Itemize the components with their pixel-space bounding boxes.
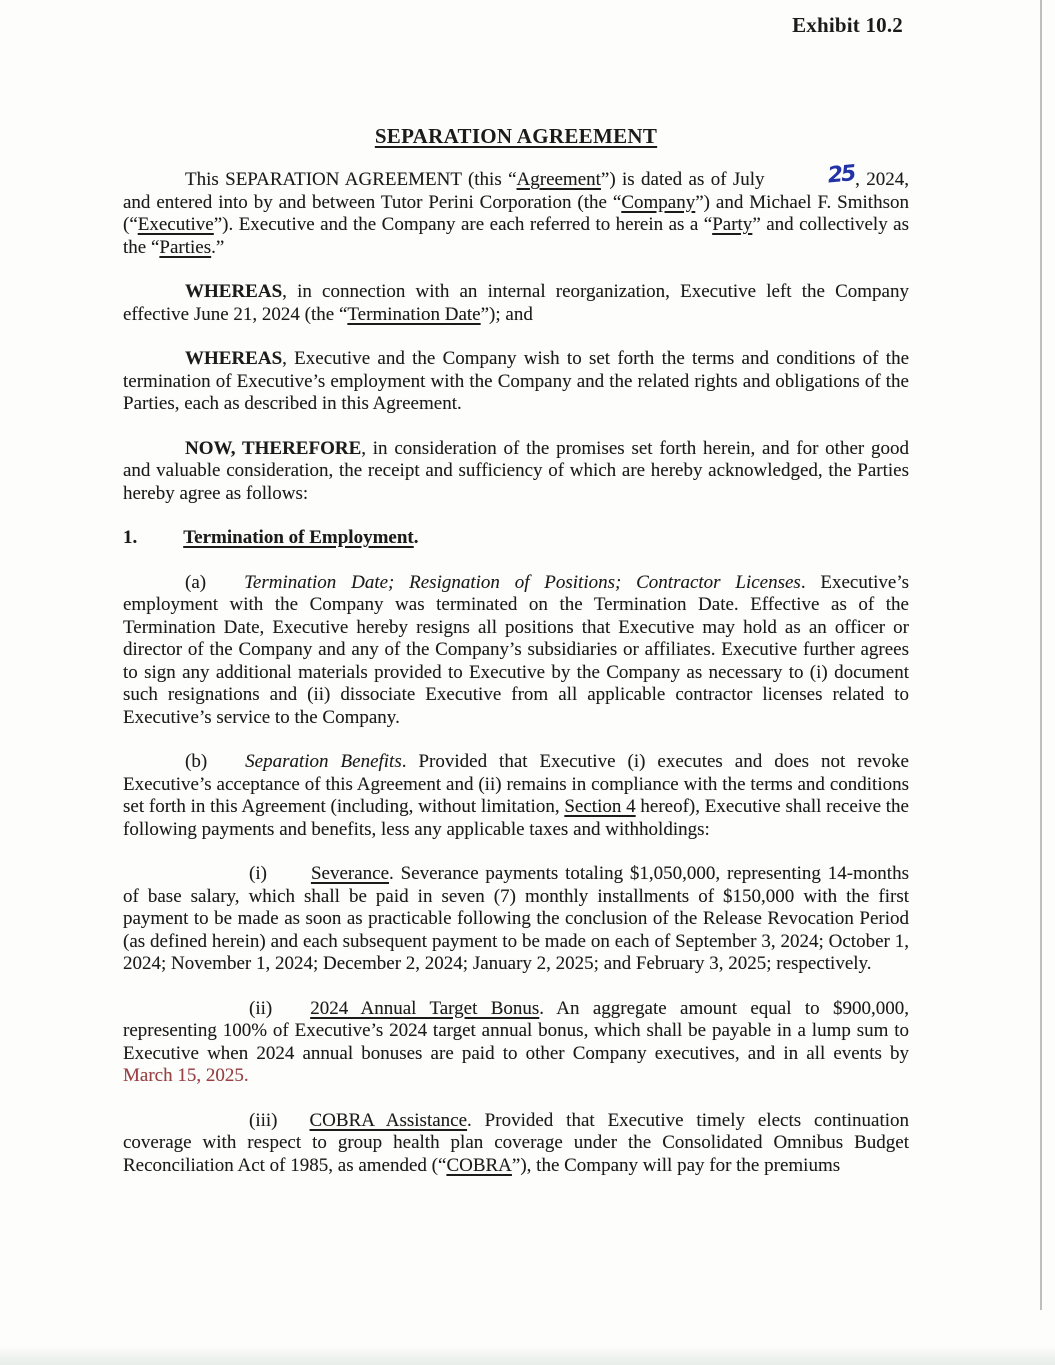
text-run: 1. xyxy=(123,527,138,548)
text-run: Termination of Employment xyxy=(183,527,414,548)
tab-space xyxy=(207,751,245,774)
text-run: This SEPARATION AGREEMENT (this “ xyxy=(185,169,517,190)
text-run: (a) xyxy=(185,571,207,593)
text-run: COBRA Assistance xyxy=(309,1109,468,1131)
text-run: (iii) xyxy=(249,1109,278,1131)
text-run: (ii) xyxy=(249,997,273,1019)
scan-artifact-edge-line xyxy=(1040,0,1042,1310)
item-ii-bonus-paragraph xyxy=(123,998,909,1088)
tab-space xyxy=(267,863,311,886)
whereas-paragraph-1 xyxy=(123,281,909,326)
text-run: WHEREAS xyxy=(185,281,283,302)
intro-paragraph xyxy=(123,161,910,259)
subsection-a-paragraph xyxy=(123,572,909,730)
tab-space xyxy=(272,998,310,1021)
text-run: . Provided that Executive (i) executes and does not revoke Executive’s acceptance of this Agreement and (ii) remains in compliance with the terms and conditions set forth in this Agreement (including, without limitation, xyxy=(123,751,909,817)
text-run: Executive xyxy=(137,214,214,235)
text-run: Agreement xyxy=(516,169,601,190)
handwritten-date-day: 25 xyxy=(826,161,855,189)
text-run: , Executive and the Company wish to set forth the terms and conditions of the termination of Executive’s employment with the Company and the related rights and obligations of the Parties, each as described in this Agreement. xyxy=(123,348,909,414)
text-run: Termination Date; Resignation of Positions; Contractor Licenses xyxy=(244,571,801,593)
bonus-deadline-date: March 15, 2025. xyxy=(123,1065,249,1086)
text-run: ”). Executive and the Company are each referred to herein as a “ xyxy=(213,214,713,235)
text-run: , in connection with an internal reorganization, Executive left the Company effective June 21, 2024 (the “ xyxy=(123,281,909,325)
text-run: . Severance payments totaling $1,050,000, representing 14-months of base salary, which shall be paid in seven (7) monthly installments of $150,000 with the first payment to be made as soon as practicable following the conclusion of the Release Revocation Period (as defined herein) and each subsequent payment to be made on each of September 3, 2024; October 1, 2024; November 1, 2024; December 2, 2024; January 2, 2025; and February 3, 2025; respectively. xyxy=(123,863,909,974)
text-run: .” xyxy=(211,236,225,258)
text-run: . Executive’s employment with the Company was terminated on the Termination Date. Effective as of the Termination Date, Executive hereby resigns all positions that Executive may hold as an officer or director of the Company and any of the Company’s subsidiaries or affiliates. Executive further agrees to sign any additional materials provided to Executive by the Company as necessary to (i) document such resignations and (ii) dissociate Executive from all applicable contractor licenses related to Executive’s service to the Company. xyxy=(123,571,909,728)
tab-space xyxy=(206,572,244,595)
text-run: (i) xyxy=(249,863,267,884)
exhibit-label: Exhibit 10.2 xyxy=(792,13,903,37)
text-run: ”) is dated as of July xyxy=(600,169,765,190)
text-run: Party xyxy=(712,214,753,235)
tab-space xyxy=(137,527,183,550)
text-run: ”) and Michael F. Smithson (“ xyxy=(123,191,909,235)
text-run: . Provided that Executive timely elects continuation coverage with respect to group health plan coverage under the Consolidated Omnibus Budget Reconciliation Act of 1985, as amended (“ xyxy=(123,1109,910,1176)
text-run: 2024 Annual Target Bonus xyxy=(310,997,540,1019)
document-title: SEPARATION AGREEMENT xyxy=(374,124,658,148)
text-run: ” and collectively as the “ xyxy=(123,214,909,258)
item-iii-cobra-paragraph xyxy=(123,1110,909,1178)
text-run: Termination Date xyxy=(347,303,481,325)
text-run: ”), the Company will pay for the premiums xyxy=(511,1154,841,1176)
text-run: Company xyxy=(621,191,696,213)
text-run: . An aggregate amount equal to $900,000, representing 100% of Executive’s 2024 target annual bonus, which shall be payable in a lump sum to Executive when 2024 annual bonuses are paid to other Company executives, and in all events by xyxy=(123,997,909,1064)
text-run: hereof), Executive shall receive the following payments and benefits, less any applicable taxes and withholdings: xyxy=(123,796,909,840)
text-run: Separation Benefits xyxy=(245,751,402,772)
text-run: NOW, THEREFORE xyxy=(185,437,362,459)
document-content xyxy=(123,0,909,1199)
text-run: . xyxy=(413,527,419,548)
item-i-severance-paragraph xyxy=(123,863,909,976)
text-run: Parties xyxy=(159,236,212,258)
text-run: , in consideration of the promises set forth herein, and for other good and valuable consideration, the receipt and sufficiency of which are hereby acknowledged, the Parties hereby agree as follows: xyxy=(123,437,910,504)
text-run: (b) xyxy=(185,751,208,772)
now-therefore-paragraph xyxy=(123,438,909,506)
text-run: Severance xyxy=(310,863,389,884)
text-run: , 2024, and entered into by and between Tutor Perini Corporation (the “ xyxy=(123,169,910,213)
text-run: ”); and xyxy=(480,303,533,325)
text-run: COBRA xyxy=(446,1154,512,1176)
text-run: WHEREAS xyxy=(185,348,283,369)
text-run: Section 4 xyxy=(564,796,636,817)
whereas-paragraph-2 xyxy=(123,348,909,416)
section-1-heading xyxy=(123,527,909,550)
tab-space xyxy=(278,1110,310,1133)
subsection-b-paragraph xyxy=(123,751,909,841)
scan-artifact-bottom-strip xyxy=(0,1347,1055,1365)
